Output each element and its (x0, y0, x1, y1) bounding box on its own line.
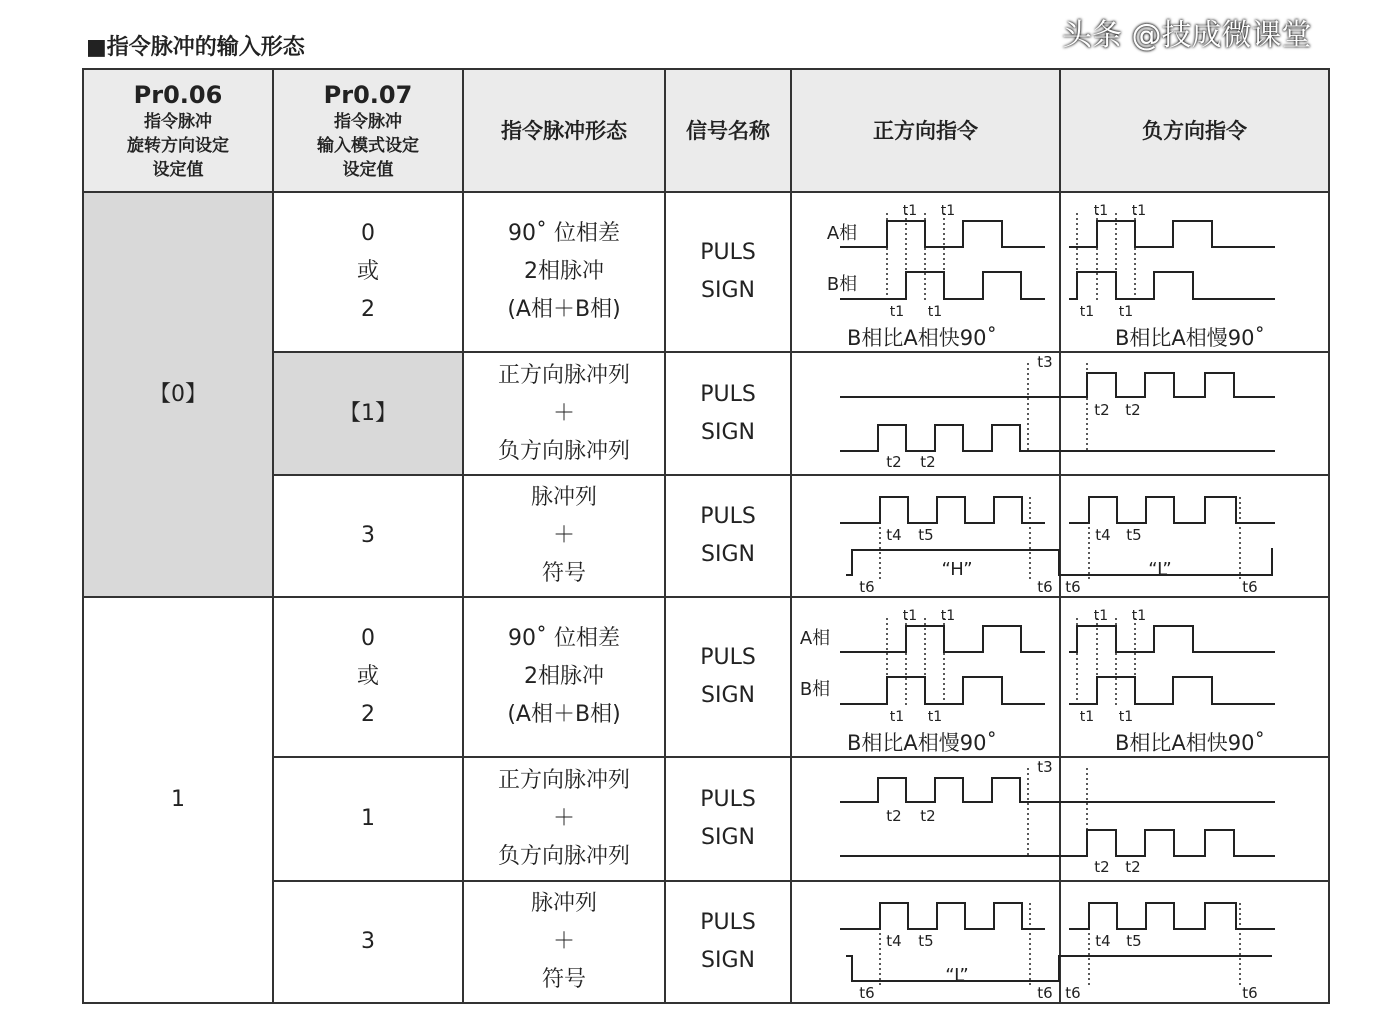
form-line: 符号 (541, 561, 586, 586)
form-line: 正方向脉冲列 (497, 362, 630, 388)
forward-waveform-cell (791, 352, 1060, 475)
reverse-waveform-cell (1060, 475, 1329, 597)
forward-waveform-cell (791, 881, 1060, 1003)
signal-line: SIGN (701, 683, 755, 708)
timing-label: t6 (1037, 578, 1053, 596)
timing-label: t4 (886, 932, 902, 950)
forward-caption: B相比A相慢90˚ (847, 731, 997, 755)
signal-line: PULS (700, 787, 756, 812)
header-pr006-line: 指令脉冲 (144, 111, 212, 132)
header-pulse-form: 指令脉冲形态 (463, 69, 665, 192)
timing-label: t4 (1095, 932, 1111, 950)
timing-label: t1 (1118, 304, 1134, 320)
timing-label: t6 (1065, 984, 1081, 1002)
signal-name (665, 757, 791, 881)
timing-label: t1 (889, 304, 905, 320)
phase-b-label: B相 (826, 274, 858, 295)
header-pr006-main: Pr0.06 (133, 80, 223, 109)
timing-label: t6 (1065, 578, 1081, 596)
header-pr007-line: 指令脉冲 (334, 111, 402, 132)
header-pr006-line: 旋转方向设定 (127, 135, 229, 156)
reverse-caption: B相比A相快90˚ (1115, 731, 1265, 755)
timing-label: t1 (940, 203, 956, 219)
header-pr007-line: 输入模式设定 (317, 135, 419, 156)
timing-label: t1 (927, 304, 943, 320)
rotation-direction-value: 【0】 (83, 192, 273, 597)
timing-label: t2 (920, 807, 936, 825)
pulse-form (463, 597, 665, 757)
form-line: ＋ (552, 929, 575, 954)
header-pr006-line: 设定值 (152, 159, 204, 180)
timing-label: t2 (1094, 401, 1110, 419)
timing-label: t3 (1037, 758, 1053, 776)
signal-name (665, 352, 791, 475)
timing-label: t1 (1079, 304, 1095, 320)
form-line: 正方向脉冲列 (497, 768, 630, 793)
rotation-direction-value: 1 (83, 597, 273, 1003)
pulse-form (463, 881, 665, 1003)
timing-label: t2 (886, 807, 902, 825)
pulse-form (463, 757, 665, 881)
input-mode-value (273, 192, 463, 352)
header-pr006 (83, 69, 273, 192)
header-pr007-line: 设定值 (342, 159, 394, 180)
reverse-waveform-cell (1060, 352, 1329, 475)
input-mode-value (273, 352, 463, 475)
timing-label: t1 (927, 709, 943, 725)
reverse-waveform-cell (1060, 757, 1329, 881)
signal-line: SIGN (701, 542, 755, 567)
header-signal-name: 信号名称 (665, 69, 791, 192)
mode-line: 2 (361, 297, 375, 322)
form-line: ＋ (552, 806, 575, 831)
signal-name (665, 597, 791, 757)
pulse-form (463, 192, 665, 352)
command-pulse-table (82, 68, 1330, 1004)
form-line: 负方向脉冲列 (497, 844, 630, 869)
signal-line: PULS (700, 645, 756, 670)
timing-label: t1 (940, 608, 956, 624)
input-mode-value (273, 475, 463, 597)
phase-b-label: B相 (799, 679, 831, 700)
forward-waveform-cell (791, 597, 1060, 757)
timing-label: t6 (1242, 578, 1258, 596)
signal-name (665, 881, 791, 1003)
header-row (83, 69, 1329, 192)
section-title: ■指令脉冲的输入形态 (86, 35, 305, 60)
timing-label: t2 (1094, 858, 1110, 876)
mode-line: 0 (361, 221, 375, 246)
timing-label: t1 (1093, 203, 1109, 219)
form-line: 符号 (541, 967, 586, 992)
form-line: ＋ (552, 523, 575, 548)
form-line: (A相＋B相) (507, 702, 621, 727)
mode-line: 1 (361, 806, 375, 831)
timing-label: t3 (1037, 353, 1053, 371)
reverse-waveform-cell (1060, 881, 1329, 1003)
timing-label: t1 (1118, 709, 1134, 725)
form-line: ＋ (552, 400, 575, 426)
input-mode-value (273, 597, 463, 757)
pulse-form (463, 352, 665, 475)
header-pr007 (273, 69, 463, 192)
signal-line: PULS (700, 240, 756, 265)
mode-line: 0 (361, 626, 375, 651)
timing-label: t2 (920, 453, 936, 471)
timing-label: t4 (886, 526, 902, 544)
table-row (83, 597, 1329, 757)
forward-waveform-cell (791, 192, 1060, 352)
timing-label: t5 (1126, 932, 1142, 950)
timing-label: t1 (902, 608, 918, 624)
timing-label: t5 (918, 526, 934, 544)
pulse-form (463, 475, 665, 597)
mode-line: 3 (361, 523, 375, 548)
signal-line: SIGN (701, 948, 755, 973)
signal-line: PULS (700, 381, 756, 407)
timing-label: t6 (1037, 984, 1053, 1002)
header-forward-command: 正方向指令 (791, 69, 1060, 192)
timing-label: t1 (1079, 709, 1095, 725)
form-line: 负方向脉冲列 (497, 438, 630, 464)
timing-label: t5 (1126, 526, 1142, 544)
timing-label: t1 (1131, 203, 1147, 219)
signal-line: SIGN (701, 419, 755, 445)
signal-line: SIGN (701, 278, 755, 303)
sign-level-label: “L” (945, 965, 969, 986)
timing-label: t5 (918, 932, 934, 950)
header-reverse-command: 负方向指令 (1060, 69, 1329, 192)
timing-label: t2 (1125, 858, 1141, 876)
phase-a-label: A相 (826, 223, 858, 244)
mode-line: 或 (356, 259, 379, 284)
timing-label: t4 (1095, 526, 1111, 544)
form-line: 90˚ 位相差 (508, 626, 620, 651)
header-pr007-main: Pr0.07 (323, 80, 413, 109)
forward-waveform-cell (791, 475, 1060, 597)
form-line: 脉冲列 (530, 485, 597, 510)
watermark: 头条 @技成微课堂 (1062, 18, 1312, 53)
mode-line: 【1】 (339, 400, 397, 426)
timing-label: t1 (1131, 608, 1147, 624)
forward-waveform-cell (791, 757, 1060, 881)
mode-line: 3 (361, 929, 375, 954)
timing-label: t1 (1093, 608, 1109, 624)
reverse-waveform-cell (1060, 192, 1329, 352)
forward-caption: B相比A相快90˚ (847, 326, 997, 350)
sign-level-label: “L” (1148, 559, 1172, 580)
reverse-caption: B相比A相慢90˚ (1115, 326, 1265, 350)
timing-label: t1 (902, 203, 918, 219)
timing-label: t6 (859, 578, 875, 596)
timing-label: t2 (886, 453, 902, 471)
form-line: 2相脉冲 (524, 664, 604, 689)
signal-line: PULS (700, 504, 756, 529)
input-mode-value (273, 757, 463, 881)
timing-label: t6 (1242, 984, 1258, 1002)
signal-name (665, 475, 791, 597)
timing-label: t2 (1125, 401, 1141, 419)
phase-a-label: A相 (799, 628, 831, 649)
timing-label: t6 (859, 984, 875, 1002)
sign-level-label: “H” (941, 559, 973, 580)
form-line: (A相＋B相) (507, 297, 621, 322)
reverse-waveform-cell (1060, 597, 1329, 757)
table-row (83, 192, 1329, 352)
form-line: 脉冲列 (530, 891, 597, 916)
input-mode-value (273, 881, 463, 1003)
signal-line: SIGN (701, 825, 755, 850)
signal-line: PULS (700, 910, 756, 935)
form-line: 2相脉冲 (524, 259, 604, 284)
form-line: 90˚ 位相差 (508, 221, 620, 246)
signal-name (665, 192, 791, 352)
timing-label: t1 (889, 709, 905, 725)
mode-line: 或 (356, 664, 379, 689)
mode-line: 2 (361, 702, 375, 727)
